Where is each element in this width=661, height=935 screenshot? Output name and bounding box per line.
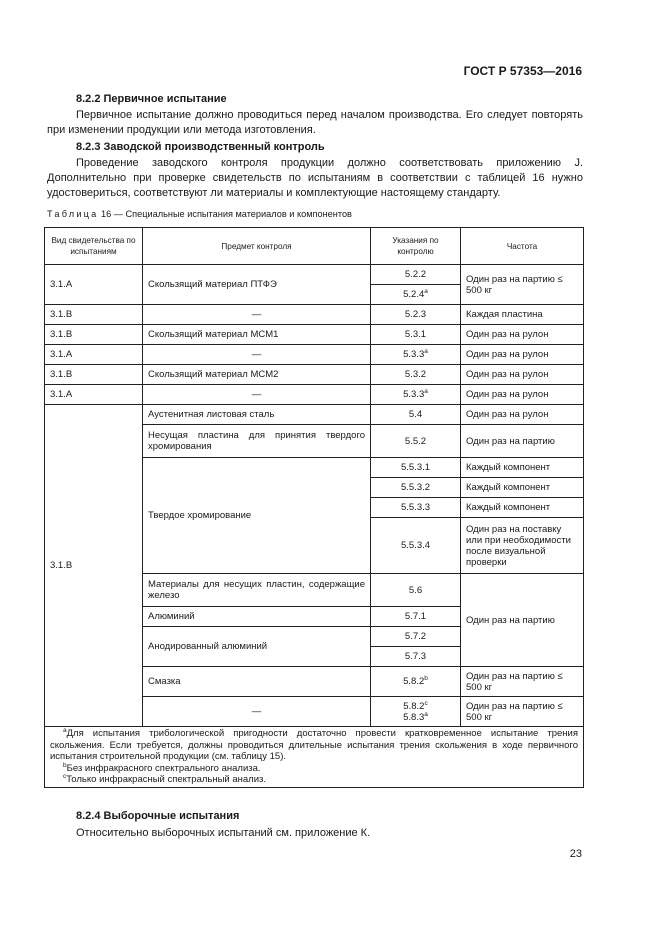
cell-subject: Смазка	[143, 667, 371, 697]
cell-reference: 5.3.1	[371, 325, 461, 345]
footnote-b: $^b$Без инфракрасного спектрального анализа.	[63, 761, 261, 774]
cell-subject: —	[143, 305, 371, 325]
cell-reference: 5.5.3.4	[371, 518, 461, 574]
cell-frequency: Один раз на рулон	[461, 385, 584, 405]
section-8-2-4-heading: 8.2.4 Выборочные испытания	[76, 810, 240, 822]
section-8-2-2-text: Первичное испытание должно проводиться перед началом производства. Его следует повторять при изменении продукции или метода изготовления.	[47, 109, 583, 136]
cell-reference: 5.7.3	[371, 647, 461, 667]
table-row	[45, 345, 584, 365]
cell-reference: 5.7.1	[371, 607, 461, 627]
cell-subject: Скользящий материал MCM1	[143, 325, 371, 345]
section-8-2-4-text: Относительно выборочных испытаний см. приложение К.	[76, 827, 371, 839]
cell-subject: Материалы для несущих пластин, содержащие железо	[143, 574, 371, 607]
cell-frequency: Один раз на партию ≤ 500 кг	[461, 265, 584, 305]
cell-frequency: Один раз на рулон	[461, 405, 584, 425]
table-caption: Таблица 16 — Специальные испытания материалов и компонентов	[47, 209, 352, 219]
cell-frequency: Один раз на партию ≤ 500 кг	[461, 697, 584, 727]
cell-kind: 3.1.B	[45, 325, 143, 345]
cell-frequency: Один раз на рулон	[461, 325, 584, 345]
table-row	[45, 385, 584, 405]
cell-reference: 5.7.2	[371, 627, 461, 647]
cell-frequency: Каждый компонент	[461, 478, 584, 498]
cell-frequency: Один раз на поставку или при необходимости после визуальной проверки	[461, 518, 584, 574]
cell-reference: 5.2.4$^a$	[371, 285, 461, 305]
cell-kind: 3.1.A	[45, 265, 143, 305]
cell-frequency: Один раз на рулон	[461, 345, 584, 365]
table-notes	[45, 727, 584, 788]
table-row	[45, 325, 584, 345]
cell-subject: Анодированный алюминий	[143, 627, 371, 667]
table-notes-row	[45, 727, 584, 788]
section-8-2-3-text: Проведение заводского контроля продукции должно соответствовать приложению J. Дополнительно при проверке свидетельств по испытаниям в соответствии с таблицей 16 нужно удостовериться, соответствуют ли материалы и комплектующие настоящему стандарту.	[47, 157, 583, 199]
cell-subject: —	[143, 345, 371, 365]
section-8-2-3-heading: 8.2.3 Заводской производственный контроль	[76, 141, 325, 153]
cell-reference: 5.3.2	[371, 365, 461, 385]
table-header-row	[45, 228, 584, 265]
cell-reference: 5.5.3.1	[371, 458, 461, 478]
cell-subject: —	[143, 697, 371, 727]
cell-reference: 5.6	[371, 574, 461, 607]
cell-frequency: Один раз на партию ≤ 500 кг	[461, 667, 584, 697]
cell-frequency: Один раз на партию	[461, 574, 584, 667]
page-number: 23	[569, 848, 582, 860]
cell-frequency: Один раз на рулон	[461, 365, 584, 385]
cell-reference: 5.5.2	[371, 425, 461, 458]
cell-frequency: Каждая пластина	[461, 305, 584, 325]
footnote-a: $^a$Для испытания трибологической пригодности достаточно провести кратковременное испытание трения скольжения. Если требуется, должны проводиться длительные испытания трения скольжения в ходе первичного испытания строительной продукции (см. таблицу 15).	[50, 727, 578, 762]
cell-subject: Скользящий материал MCM2	[143, 365, 371, 385]
cell-reference: 5.3.3$^a$	[371, 345, 461, 365]
cell-reference: 5.4	[371, 405, 461, 425]
cell-kind: 3.1.A	[45, 385, 143, 405]
cell-kind: 3.1.B	[45, 305, 143, 325]
header-frequency: Частота	[461, 228, 584, 265]
cell-kind: 3.1.B	[45, 405, 143, 727]
cell-subject: Твердое хромирование	[143, 458, 371, 574]
header-evidence-type: Вид свидетельства по испытаниям	[45, 228, 143, 265]
cell-frequency: Каждый компонент	[461, 458, 584, 478]
test-table	[44, 227, 584, 788]
cell-reference: 5.2.3	[371, 305, 461, 325]
cell-reference: 5.3.3$^a$	[371, 385, 461, 405]
cell-frequency: Один раз на партию	[461, 425, 584, 458]
cell-subject: Несущая пластина для принятия твердого хромирования	[143, 425, 371, 458]
header-subject: Предмет контроля	[143, 228, 371, 265]
header-reference: Указания по контролю	[371, 228, 461, 265]
footnote-c: $^c$Только инфракрасный спектральный анализ.	[63, 773, 267, 785]
cell-reference: 5.8.2$^b$	[371, 667, 461, 697]
table-row	[45, 405, 584, 425]
standard-number: ГОСТ Р 57353—2016	[463, 64, 582, 78]
cell-frequency: Каждый компонент	[461, 498, 584, 518]
section-8-2-2-heading: 8.2.2 Первичное испытание	[76, 93, 227, 105]
cell-reference: 5.5.3.2	[371, 478, 461, 498]
cell-subject: —	[143, 385, 371, 405]
table-row	[45, 265, 584, 285]
cell-subject: Аустенитная листовая сталь	[143, 405, 371, 425]
table-row	[45, 365, 584, 385]
cell-kind: 3.1.A	[45, 345, 143, 365]
cell-reference: 5.2.2	[371, 265, 461, 285]
cell-reference: 5.5.3.3	[371, 498, 461, 518]
cell-subject: Алюминий	[143, 607, 371, 627]
cell-reference: 5.8.2$^c$ 5.8.3$^a$	[371, 697, 461, 727]
cell-subject: Скользящий материал ПТФЭ	[143, 265, 371, 305]
cell-kind: 3.1.B	[45, 365, 143, 385]
table-row	[45, 305, 584, 325]
